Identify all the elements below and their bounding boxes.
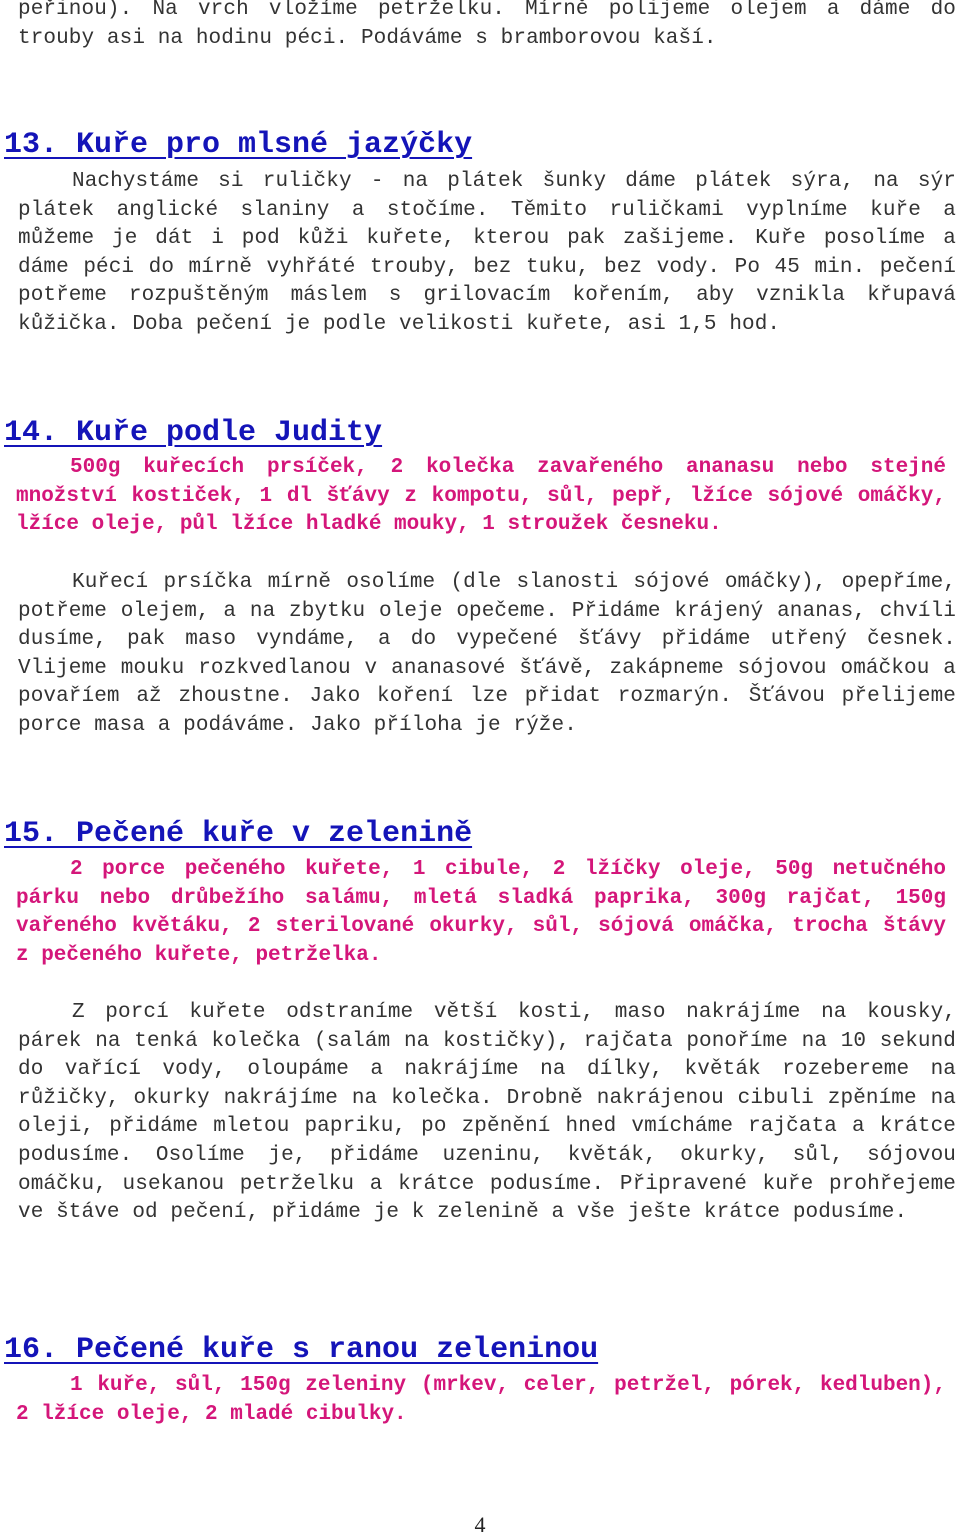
recipe-heading-15: 15. Pečené kuře v zelenině: [4, 817, 473, 851]
recipe-heading-13: 13. Kuře pro mlsné jazýčky: [4, 128, 473, 162]
continued-paragraph: peřinou). Na vrch vložíme petrželku. Mírně polijeme olejem a dáme do trouby asi na hodinu péci. Podáváme s bramborovou kaší.: [18, 0, 956, 50]
recipe-13-method: Nachystáme si ruličky - na plátek šunky dáme plátek sýra, na sýr plátek anglické slaniny a stočíme. Těmito ruličkami vyplníme kuře a můžeme je dát i pod kůži kuřete, kterou pak zašijeme. Kuře posolíme a dáme péci do mírně vyhřáté trouby, bez tuku, bez vody. Po 45 min. pečení potřeme rozpuštěným máslem s grilovacím kořením, aby vznikla křupavá kůžička. Doba pečení je podle velikosti kuřete, asi 1,5 hod.: [18, 170, 956, 336]
page-number: 4: [474, 1512, 486, 1537]
recipe-14-ingredients: 500g kuřecích prsíček, 2 kolečka zavařeného ananasu nebo stejné množství kostiček, 1 dl šťávy z kompotu, sůl, pepř, lžíce sójové omáčky, lžíce oleje, půl lžíce hladké mouky, 1 stroužek česneku.: [16, 456, 946, 537]
recipe-14-method: Kuřecí prsíčka mírně osolíme (dle slanosti sójové omáčky), opepříme, potřeme olejem, a na zbytku oleje opečeme. Přidáme krájený ananas, chvíli dusíme, pak maso vyndáme, a do vypečené šťávy přidáme utřený česnek. Vlijeme mouku rozkvedlanou v ananasové šťávě, zakápneme sójovou omáčkou a povaříem až zhoustne. Jako koření lze přidat rozmarýn. Šťávou přelijeme porce masa a podáváme. Jako příloha je rýže.: [18, 571, 956, 737]
recipe-16-ingredients: 1 kuře, sůl, 150g zeleniny (mrkev, celer, petržel, pórek, kedluben), 2 lžíce oleje, 2 mladé cibulky.: [16, 1374, 946, 1426]
recipe-heading-16: 16. Pečené kuře s ranou zeleninou: [4, 1333, 599, 1367]
recipe-15-method: Z porcí kuřete odstraníme větší kosti, maso nakrájíme na kousky, párek na tenká kolečka (salám na kostičky), rajčata ponoříme na 10 sekund do vařící vody, oloupáme a nakrájíme na dílky, květák rozebereme na růžičky, okurky nakrájíme na kolečka. Drobně nakrájenou cibuli zpěníme na oleji, přidáme mletou papriku, po zpěnění hned vmícháme rajčata a krátce podusíme. Osolíme je, přidáme uzeninu, květák, okurky, sůl, sójovou omáčku, usekanou petrželku a krátce podusíme. Připravené kuře prohřejeme ve štáve od pečení, přidáme je k zelenině a vše ješte krátce podusíme.: [18, 1001, 956, 1225]
recipe-15-ingredients: 2 porce pečeného kuřete, 1 cibule, 2 lžíčky oleje, 50g netučného párku nebo drůbežího salámu, mletá sladká paprika, 300g rajčat, 150g vařeného květáku, 2 sterilované okurky, sůl, sójová omáčka, trocha štávy z pečeného kuřete, petrželka.: [16, 858, 946, 967]
recipe-heading-14: 14. Kuře podle Judity: [4, 416, 383, 450]
